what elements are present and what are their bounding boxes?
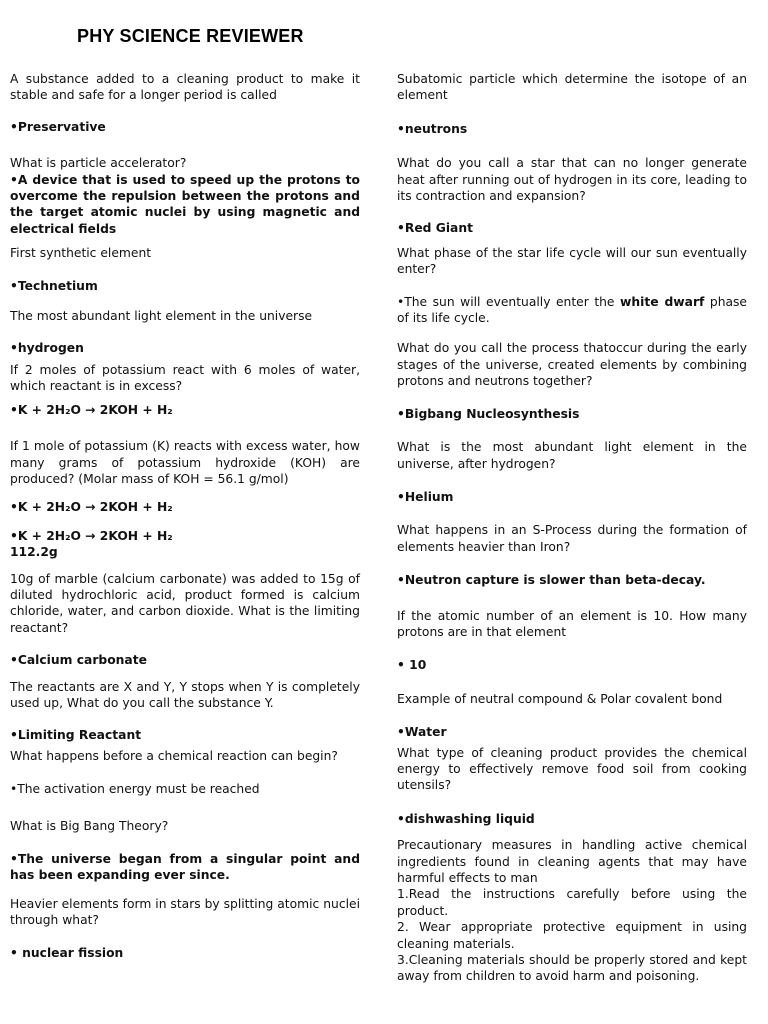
- answer-text: •Limiting Reactant: [10, 728, 142, 743]
- question-text: Heavier elements form in stars by splitting atomic nuclei through what?: [10, 896, 360, 928]
- question-text: A substance added to a cleaning product to make it stable and safe for a longer period is called: [10, 72, 360, 103]
- answer-text: •neutrons: [397, 121, 468, 136]
- answer-text: •A device that is used to speed up the protons to overcome the repulsion between the protons and the target atomic nuclei by using magnetic and electrical fields: [10, 172, 360, 236]
- list-item: 3.Cleaning materials should be properly stored and kept away from children to avoid harm and poisoning.: [397, 953, 747, 984]
- question-text: If the atomic number of an element is 10. How many protons are in that element: [397, 608, 747, 639]
- answer-text: •Calcium carbonate: [10, 653, 147, 668]
- answer-text: • 10: [397, 658, 427, 673]
- question-text: First synthetic element: [10, 246, 152, 261]
- answer-suffix: phase of its life cycle.: [397, 294, 747, 326]
- answer-highlight: white dwarf: [620, 294, 705, 309]
- answer-text: •The activation energy must be reached: [10, 782, 260, 797]
- answer-text: •K + 2H₂O → 2KOH + H₂: [10, 528, 173, 543]
- question-text: What do you call a star that can no longer generate heat after running out of hydrogen in its core, leading to its contraction and expansion?: [397, 156, 747, 204]
- page-title: PHY SCIENCE REVIEWER: [77, 26, 304, 46]
- question-text: Example of neutral compound & Polar covalent bond: [397, 691, 723, 706]
- list-item: 2. Wear appropriate protective equipment in using cleaning materials.: [397, 920, 747, 951]
- question-text: What happens in an S-Process during the formation of elements heavier than Iron?: [397, 523, 747, 554]
- question-text: If 2 moles of potassium react with 6 moles of water, which reactant is in excess?: [10, 362, 360, 394]
- answer-text: •Red Giant: [397, 221, 473, 236]
- answer-text: •Helium: [397, 489, 454, 504]
- answer-text: • nuclear fission: [10, 945, 124, 960]
- answer-text: 112.2g: [10, 545, 58, 560]
- answer-text: •Preservative: [10, 119, 106, 134]
- answer-text: •dishwashing liquid: [397, 811, 535, 826]
- answer-text: •Bigbang Nucleosynthesis: [397, 406, 580, 421]
- left-column: [10, 71, 360, 961]
- question-text: The most abundant light element in the universe: [10, 309, 313, 324]
- answer-prefix: •The sun will eventually enter the: [397, 294, 621, 309]
- answer-text: [397, 294, 747, 327]
- question-text: Subatomic particle which determine the isotope of an element: [397, 72, 747, 103]
- question-text: What is Big Bang Theory?: [10, 818, 169, 833]
- question-text: What is the most abundant light element in the universe, after hydrogen?: [397, 440, 747, 471]
- question-text: What is particle accelerator?: [10, 156, 187, 171]
- answer-text: •The universe began from a singular point and has been expanding ever since.: [10, 852, 360, 883]
- answer-text: •hydrogen: [10, 341, 84, 356]
- question-text: The reactants are X and Y, Y stops when Y is completely used up, What do you call the substance Y.: [10, 679, 360, 710]
- question-text: Precautionary measures in handling active chemical ingredients found in cleaning agents that may have harmful effects to man: [397, 838, 747, 885]
- question-text: 10g of marble (calcium carbonate) was added to 15g of diluted hydrochloric acid, product formed is calcium chloride, water, and carbon dioxide. What is the limiting reactant?: [10, 571, 360, 635]
- right-column: [397, 71, 747, 985]
- list-item: 1.Read the instructions carefully before using the product.: [397, 887, 747, 918]
- question-text: What happens before a chemical reaction can begin?: [10, 748, 338, 763]
- question-text: What do you call the process thatoccur during the early stages of the universe, created elements by combining protons and neutrons together?: [397, 341, 747, 389]
- answer-text: •Water: [397, 725, 447, 740]
- answer-text: •K + 2H₂O → 2KOH + H₂: [10, 500, 173, 515]
- answer-text: •K + 2H₂O → 2KOH + H₂: [10, 402, 173, 417]
- answer-text: •Neutron capture is slower than beta-decay.: [397, 573, 706, 588]
- question-text: If 1 mole of potassium (K) reacts with excess water, how many grams of potassium hydroxide (KOH) are produced? (Molar mass of KOH = 56.1 g/mol): [10, 439, 360, 486]
- question-text: What phase of the star life cycle will our sun eventually enter?: [397, 245, 747, 277]
- question-text: What type of cleaning product provides the chemical energy to effectively remove food soil from cooking utensils?: [397, 745, 747, 793]
- answer-text: •Technetium: [10, 278, 98, 293]
